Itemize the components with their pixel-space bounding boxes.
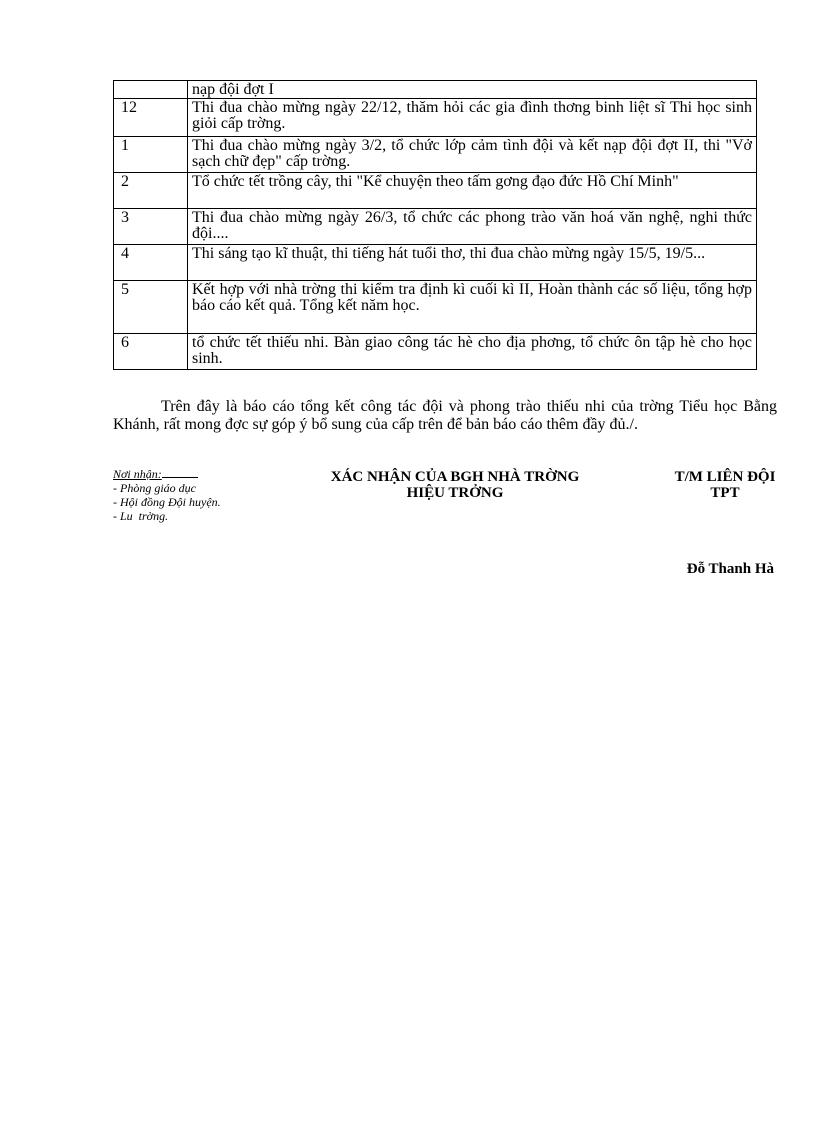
- table-row: [114, 99, 757, 137]
- signer-name: Đỗ Thanh Hà: [686, 561, 774, 577]
- month-cell: 3: [114, 209, 188, 245]
- month-cell: 2: [114, 173, 188, 209]
- recipients-block: [113, 467, 283, 523]
- principal-title: HIỆU TRỞNG: [406, 485, 504, 501]
- activity-cell: Tổ chức tết trồng cây, thi "Kể chuyện theo tấm gơng đạo đức Hồ Chí Minh": [188, 173, 757, 209]
- month-cell: 5: [114, 281, 188, 334]
- team-signature-block: [640, 469, 810, 501]
- principal-confirmation-block: [290, 469, 620, 501]
- activity-cell: Thi đua chào mừng ngày 22/12, thăm hỏi các gia đình thơng binh liệt sĩ Thi học sinh giỏi cấp trờng.: [188, 99, 757, 137]
- month-cell: 6: [114, 334, 188, 370]
- table-row: [114, 209, 757, 245]
- activity-cell: Kết hợp với nhà trờng thi kiểm tra định kì cuối kì II, Hoàn thành các số liệu, tổng hợp báo cáo kết quả. Tổng kết năm học.: [188, 281, 757, 334]
- team-leader-title: TPT: [710, 485, 740, 501]
- team-title: T/M LIÊN ĐỘI: [674, 469, 776, 485]
- activity-cell: nạp đội đợt I: [188, 81, 757, 99]
- recipients-title: Nơi nhận:: [113, 467, 198, 481]
- activity-cell: Thi sáng tạo kĩ thuật, thi tiếng hát tuổi thơ, thi đua chào mừng ngày 15/5, 19/5...: [188, 245, 757, 281]
- month-cell: 12: [114, 99, 188, 137]
- table-row: [114, 137, 757, 173]
- month-cell: [114, 81, 188, 99]
- table-row: [114, 245, 757, 281]
- recipient-item: - Phòng giáo dục: [113, 481, 196, 495]
- recipient-item: - Lu trờng.: [113, 509, 169, 523]
- table-row: [114, 334, 757, 370]
- closing-paragraph: Trên đây là báo cáo tổng kết công tác đội và phong trào thiếu nhi của trờng Tiểu học Bằng Khánh, rất mong đợc sự góp ý bổ sung của cấp trên để bản báo cáo thêm đầy đủ./.: [113, 398, 777, 433]
- month-cell: 1: [114, 137, 188, 173]
- table-row: [114, 173, 757, 209]
- table-row: [114, 281, 757, 334]
- activity-plan-table: [113, 80, 757, 370]
- month-cell: 4: [114, 245, 188, 281]
- principal-confirmation-title: XÁC NHẬN CỦA BGH NHÀ TRỜNG: [330, 469, 580, 485]
- table-row: [114, 81, 757, 99]
- activity-cell: Thi đua chào mừng ngày 26/3, tổ chức các phong trào văn hoá văn nghệ, nghi thức đội....: [188, 209, 757, 245]
- recipient-item: - Hội đồng Đội huyện.: [113, 495, 221, 509]
- activity-cell: Thi đua chào mừng ngày 3/2, tổ chức lớp cảm tình đội và kết nạp đội đợt II, thi "Vở sạch chữ đẹp" cấp trờng.: [188, 137, 757, 173]
- activity-cell: tổ chức tết thiếu nhi. Bàn giao công tác hè cho địa phơng, tổ chức ôn tập hè cho học sinh.: [188, 334, 757, 370]
